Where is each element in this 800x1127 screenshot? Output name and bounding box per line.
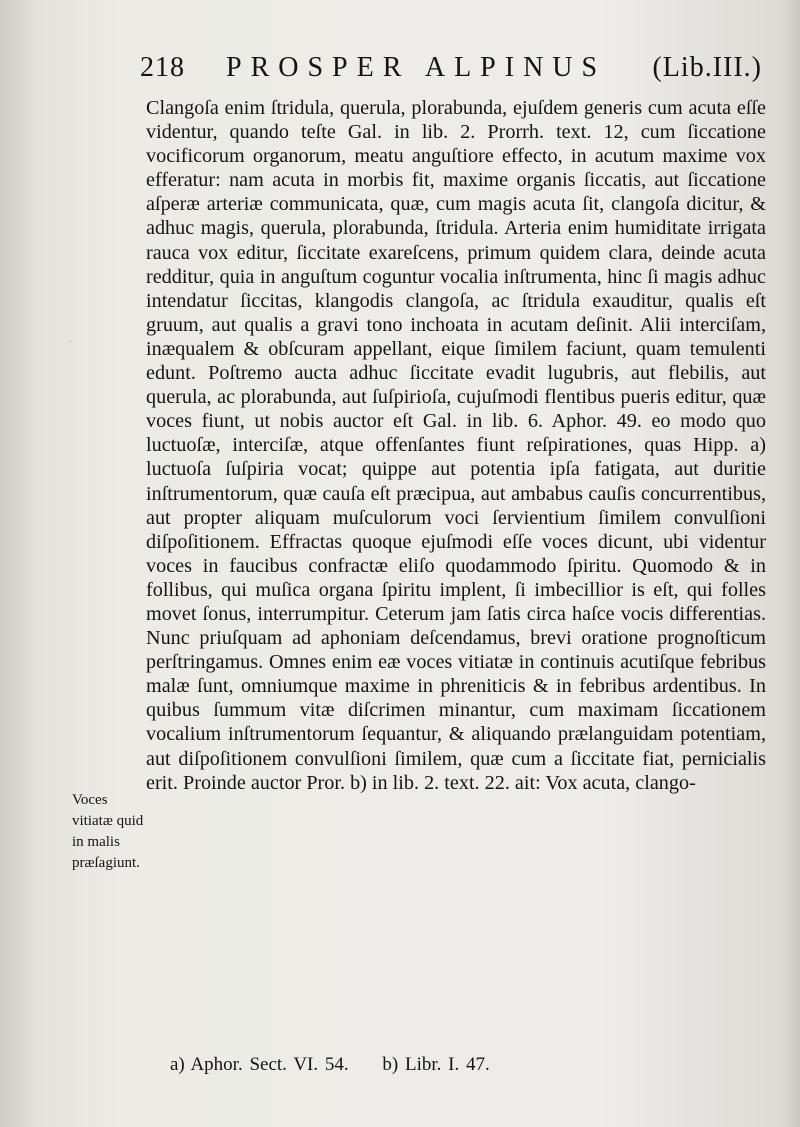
main-paragraph: Clangoſa enim ſtridula, querula, plorabunda, ejuſdem generis cum acuta eſſe videntur, quando teſte Gal. in lib. 2. Prorrh. text. 12, cum ſiccatione vocificorum organorum, meatu anguſtiore effecto, in acutum maxime vox efferatur: nam acuta in morbis fit, maxime organis ſiccatis, aut ſiccatione aſperæ arteriæ communicata, quæ, cum magis acuta ſit, clangoſa dicitur, & adhuc magis, querula, plorabunda, ſtridula. Arteria enim humiditate irrigata rauca vox editur, ſiccitate exareſcens, primum quidem clara, deinde acuta redditur, quia in anguſtum coguntur vocalia inſtrumenta, hinc ſi magis adhuc intendatur ſiccitas, klangodis clangoſa, ac ſtridula exauditur, qualis eſt gruum, aut qualis a gravi tono inchoata in acutam deſinit. Alii interciſam, inæqualem & obſcuram appellant, eique ſimilem faciunt, quam temulenti edunt. Poſtremo aucta adhuc ſiccitate evadit lugubris, aut flebilis, aut querula, ac plorabunda, aut ſuſpirioſa, cujuſmodi flentibus pueris editur, quæ voces fiunt, ut nobis auctor eſt Gal. in lib. 6. Aphor. 49. eo modo quo luctuoſæ, interciſæ, atque offenſantes fiunt reſpirationes, quas Hipp. a) luctuoſa ſuſpiria vocat; quippe aut potentia ipſa fatigata, aut duritie inſtrumentorum, quæ cauſa eſt præcipua, aut ambabus cauſis concurrentibus, aut propter aliquam muſculorum voci ſervientium ſimilem convulſioni diſpoſitionem. Effractas quoque ejuſmodi eſſe voces dicunt, ubi videntur voces in faucibus confractæ eliſo quodammodo ſpiritu. Quomodo & in follibus, qui muſica organa ſpiritu implent, ſi imbecillior is eſt, qui folles movet ſonus, interrumpitur. Ceterum jam ſatis circa haſce vocis differentias. Nunc priuſquam ad aphoniam deſcendamus, brevi oratione prognoſticum perſtringamus. Omnes enim eæ voces vitiatæ in continuis acutiſque febribus malæ ſunt, omniumque maxime in phreniticis & in febribus ardentibus. In quibus ſummum vitæ diſcrimen minantur, cum maximam ſiccationem vocalium inſtrumentorum ſequantur, & aliquando prælanguidam potentiam, aut diſpoſitionem convulſioni ſimilem, quæ cum a ſiccitate fiat, pernicialis erit. Proinde auctor Pror. b) in lib. 2. text. 22. ait: Vox acuta, clango-: [146, 97, 766, 794]
page-header: [140, 52, 762, 92]
footnotes: [170, 1054, 730, 1076]
running-title: PROSPER ALPINUS: [226, 52, 607, 83]
page-number: 218: [140, 52, 185, 83]
book-number: (Lib.III.): [652, 52, 762, 83]
footnote-b: b) Libr. I. 47.: [382, 1054, 490, 1075]
body-text: [146, 96, 766, 795]
bleed-through-mark: ·: [68, 335, 73, 350]
margin-note: Voces vitiatæ quid in malis præſagiunt.: [72, 792, 144, 871]
footnote-a: a) Aphor. Sect. VI. 54.: [170, 1054, 349, 1075]
